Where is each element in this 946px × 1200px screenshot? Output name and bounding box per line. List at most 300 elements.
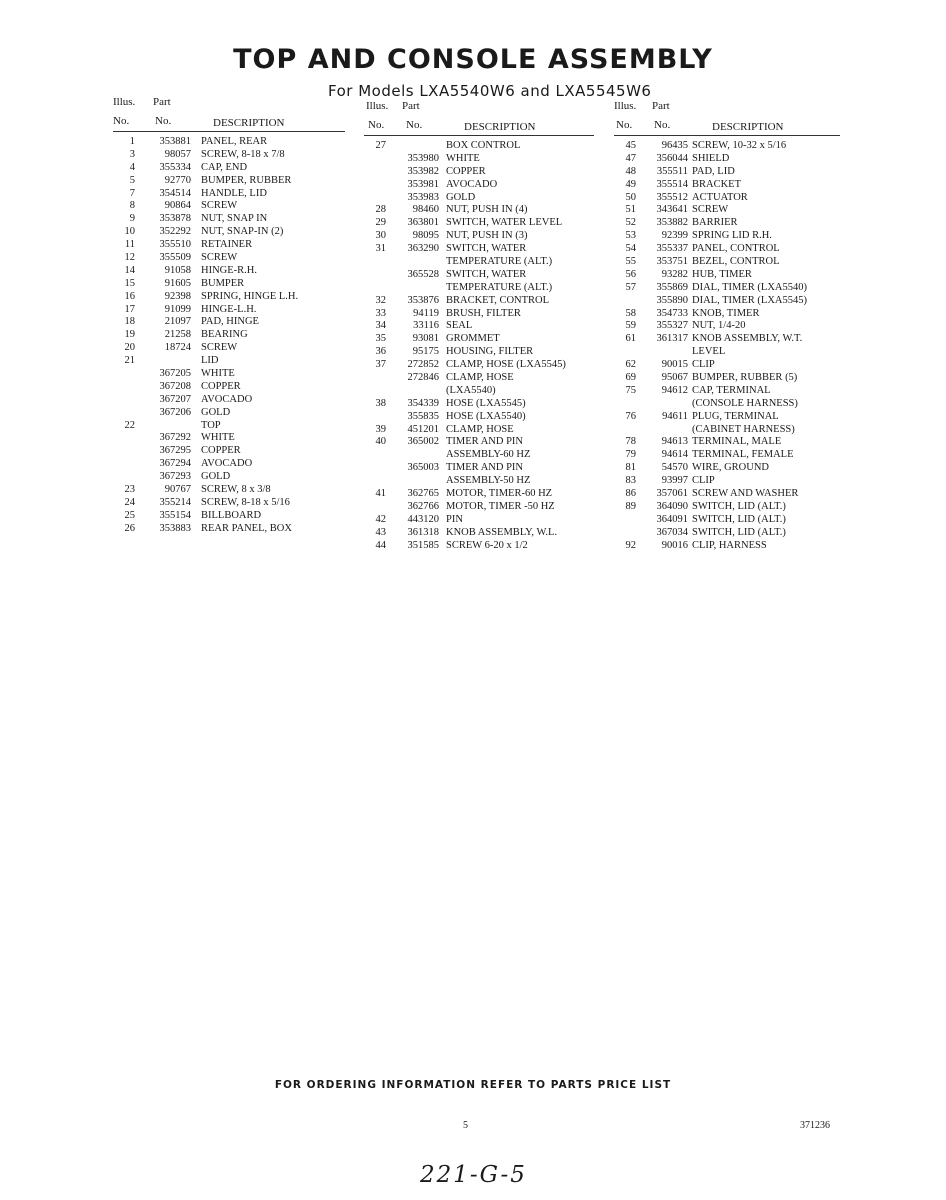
part-description: SCREW [201, 342, 238, 354]
table-row [113, 420, 343, 433]
header-rule [113, 131, 345, 132]
table-row [364, 488, 604, 501]
illus-number: 26 [124, 522, 135, 534]
table-row [614, 230, 844, 243]
illus-number: 81 [625, 462, 636, 474]
table-row [364, 192, 604, 205]
part-number: 367295 [159, 445, 191, 457]
table-row [614, 166, 844, 179]
part-description: BRACKET [692, 178, 742, 190]
part-description: SCREW, 8-18 x 5/16 [201, 496, 290, 508]
parts-column-3 [614, 100, 844, 553]
part-description: AVOCADO [201, 393, 253, 405]
illus-number: 47 [625, 152, 636, 164]
header-illus: Illus. [614, 100, 637, 112]
illus-number: 35 [375, 333, 386, 345]
illus-number: 43 [375, 526, 386, 538]
header-illus: Illus. [366, 100, 389, 112]
header-part-no: No. [654, 119, 671, 131]
part-description: NUT, SNAP IN [201, 213, 268, 225]
header-part: Part [402, 100, 420, 112]
part-description: NUT, PUSH IN (4) [446, 204, 528, 216]
table-row [614, 243, 844, 256]
illus-number: 59 [625, 320, 636, 332]
part-description: SWITCH, WATER [446, 268, 527, 280]
part-description: TEMPERATURE (ALT.) [446, 281, 553, 293]
part-number: 355510 [159, 239, 191, 251]
header-illus-no: No. [616, 119, 633, 131]
part-description: KNOB ASSEMBLY, W.L. [446, 526, 558, 538]
table-row [364, 398, 604, 411]
table-row [364, 140, 604, 153]
table-row [364, 372, 604, 385]
part-description: CAP, END [201, 161, 248, 173]
table-row [113, 291, 343, 304]
table-row [614, 192, 844, 205]
table-row [364, 179, 604, 192]
table-row [364, 256, 604, 269]
table-row [364, 436, 604, 449]
part-description: ACTUATOR [692, 191, 748, 203]
part-number: 353980 [407, 152, 439, 164]
part-description: CLAMP, HOSE [446, 372, 514, 384]
part-number: 272852 [407, 359, 439, 371]
part-number: 361318 [407, 526, 439, 538]
table-row [113, 226, 343, 239]
table-row [113, 136, 343, 149]
part-number: 90767 [164, 484, 191, 496]
table-row [113, 200, 343, 213]
part-number: 367034 [656, 526, 688, 538]
table-row [364, 230, 604, 243]
part-number: 353876 [407, 294, 439, 306]
part-description: CLIP [692, 359, 715, 371]
page-number: 5 [463, 1120, 468, 1131]
part-description: BRACKET, CONTROL [446, 294, 550, 306]
part-number: 367205 [159, 368, 191, 380]
part-number: 33116 [413, 320, 439, 332]
part-number: 94613 [661, 436, 688, 448]
table-row [113, 458, 343, 471]
table-row [364, 385, 604, 398]
table-row [614, 295, 844, 308]
header-rule [614, 135, 840, 136]
table-row [113, 162, 343, 175]
part-number: 98460 [412, 204, 439, 216]
part-description: PAD, LID [692, 165, 735, 177]
table-row [614, 179, 844, 192]
illus-number: 58 [625, 307, 636, 319]
table-row [364, 449, 604, 462]
part-number: 353882 [656, 217, 688, 229]
header-illus-no: No. [368, 119, 385, 131]
illus-number: 9 [129, 213, 135, 225]
table-row [113, 188, 343, 201]
column-header [614, 100, 844, 140]
part-number: 451201 [407, 423, 439, 435]
part-number: 98057 [164, 148, 191, 160]
illus-number: 48 [625, 165, 636, 177]
table-row [614, 320, 844, 333]
table-row [113, 213, 343, 226]
table-row [113, 329, 343, 342]
table-row [614, 346, 844, 359]
table-row [364, 424, 604, 437]
part-description: COPPER [201, 380, 241, 392]
header-illus: Illus. [113, 96, 136, 108]
table-row [113, 497, 343, 510]
part-description: MOTOR, TIMER-60 HZ [446, 488, 553, 500]
illus-number: 16 [124, 290, 135, 302]
illus-number: 11 [124, 239, 135, 251]
part-number: 355337 [656, 243, 688, 255]
part-number: 363290 [407, 243, 439, 255]
illus-number: 21 [124, 355, 135, 367]
part-number: 355869 [656, 281, 688, 293]
illus-number: 79 [625, 449, 636, 461]
page-subtitle: For Models LXA5540W6 and LXA5545W6 [328, 82, 652, 100]
illus-number: 19 [124, 329, 135, 341]
illus-number: 51 [625, 204, 636, 216]
part-description: TERMINAL, FEMALE [692, 449, 794, 461]
page-title: TOP AND CONSOLE ASSEMBLY [233, 44, 713, 75]
part-number: 367294 [159, 458, 191, 470]
parts-column-1 [113, 96, 343, 536]
part-number: 90016 [661, 539, 688, 551]
table-row [113, 394, 343, 407]
part-number: 361317 [656, 333, 688, 345]
part-description: AVOCADO [201, 458, 253, 470]
part-description: GOLD [201, 471, 231, 483]
part-number: 98095 [412, 230, 439, 242]
part-number: 364091 [656, 513, 688, 525]
table-row [614, 462, 844, 475]
part-description: SCREW [692, 204, 729, 216]
illus-number: 41 [375, 488, 386, 500]
illus-number: 39 [375, 423, 386, 435]
illus-number: 62 [625, 359, 636, 371]
illus-number: 12 [124, 252, 135, 264]
part-description: GOLD [446, 191, 476, 203]
table-row [113, 510, 343, 523]
part-description: PANEL, REAR [201, 136, 268, 147]
part-description: DIAL, TIMER (LXA5540) [692, 281, 807, 293]
part-description: SCREW AND WASHER [692, 488, 799, 500]
part-number: 351585 [407, 539, 439, 551]
part-description: TEMPERATURE (ALT.) [446, 256, 553, 268]
table-row [614, 372, 844, 385]
part-description: LEVEL [692, 346, 726, 358]
table-row [113, 445, 343, 458]
table-row [364, 514, 604, 527]
part-number: 90864 [164, 200, 191, 212]
part-number: 92770 [164, 174, 191, 186]
part-number: 91605 [164, 277, 191, 289]
part-description: COPPER [446, 165, 486, 177]
header-part-no: No. [155, 115, 172, 127]
table-row [364, 475, 604, 488]
illus-number: 57 [625, 281, 636, 293]
table-row [364, 295, 604, 308]
table-row [113, 355, 343, 368]
illus-number: 27 [375, 140, 386, 151]
part-description: PANEL, CONTROL [692, 243, 780, 255]
illus-number: 20 [124, 342, 135, 354]
part-number: 92398 [164, 290, 191, 302]
part-number: 353878 [159, 213, 191, 225]
part-number: 94614 [661, 449, 688, 461]
illus-number: 24 [124, 496, 135, 508]
illus-number: 76 [625, 410, 636, 422]
part-description: HUB, TIMER [692, 268, 752, 280]
part-number: 95067 [661, 372, 688, 384]
part-number: 367206 [159, 406, 191, 418]
table-row [364, 359, 604, 372]
illus-number: 86 [625, 488, 636, 500]
illus-number: 42 [375, 513, 386, 525]
illus-number: 54 [625, 243, 636, 255]
illus-number: 53 [625, 230, 636, 242]
part-description: BEZEL, CONTROL [692, 256, 780, 268]
illus-number: 78 [625, 436, 636, 448]
part-number: 95175 [412, 346, 439, 358]
part-number: 343641 [656, 204, 688, 216]
part-description: CAP, TERMINAL [692, 384, 771, 396]
table-row [364, 217, 604, 230]
table-row [113, 368, 343, 381]
table-row [614, 398, 844, 411]
part-number: 92399 [661, 230, 688, 242]
illus-number: 8 [129, 200, 135, 212]
table-row [113, 432, 343, 445]
part-number: 353981 [407, 178, 439, 190]
table-row [614, 204, 844, 217]
part-description: NUT, SNAP-IN (2) [201, 226, 284, 238]
part-description: BUMPER [201, 277, 245, 289]
table-row [113, 407, 343, 420]
part-description: SCREW [201, 252, 238, 264]
table-row [113, 252, 343, 265]
part-number: 21258 [164, 329, 191, 341]
illus-number: 44 [375, 539, 386, 551]
part-description: HINGE-L.H. [201, 303, 257, 315]
table-row [614, 308, 844, 321]
illus-number: 83 [625, 475, 636, 487]
table-row [614, 217, 844, 230]
part-description: BUMPER, RUBBER [201, 174, 292, 186]
illus-number: 29 [375, 217, 386, 229]
illus-number: 49 [625, 178, 636, 190]
part-number: 362765 [407, 488, 439, 500]
parts-column-2 [364, 100, 604, 553]
column-header [364, 100, 604, 140]
part-number: 93282 [661, 268, 688, 280]
part-description: HOSE (LXA5545) [446, 397, 526, 409]
part-number: 354514 [159, 187, 191, 199]
illus-number: 33 [375, 307, 386, 319]
illus-number: 40 [375, 436, 386, 448]
part-description: HINGE-R.H. [201, 264, 257, 276]
illus-number: 10 [124, 226, 135, 238]
part-description: SCREW [201, 200, 238, 212]
part-description: KNOB ASSEMBLY, W.T. [692, 333, 803, 345]
part-description: ASSEMBLY-60 HZ [446, 449, 531, 461]
table-row [113, 239, 343, 252]
part-description: CLIP, HARNESS [692, 539, 767, 551]
part-description: HANDLE, LID [201, 187, 267, 199]
handwritten-note: 221-G-5 [420, 1162, 527, 1188]
illus-number: 55 [625, 256, 636, 268]
part-number: 21097 [164, 316, 191, 328]
part-description: SWITCH, LID (ALT.) [692, 500, 786, 512]
table-row [364, 308, 604, 321]
part-number: 353982 [407, 165, 439, 177]
part-description: BUMPER, RUBBER (5) [692, 372, 798, 384]
illus-number: 36 [375, 346, 386, 358]
part-number: 367208 [159, 380, 191, 392]
header-description: DESCRIPTION [213, 117, 285, 129]
part-description: WHITE [201, 432, 235, 444]
part-number: 93081 [412, 333, 439, 345]
part-number: 91058 [164, 264, 191, 276]
illus-number: 17 [124, 303, 135, 315]
part-description: (CABINET HARNESS) [692, 423, 795, 435]
part-number: 272846 [407, 372, 439, 384]
table-row [614, 256, 844, 269]
part-description: TERMINAL, MALE [692, 436, 782, 448]
column-header [113, 96, 343, 136]
illus-number: 75 [625, 384, 636, 396]
part-number: 54570 [661, 462, 688, 474]
part-description: CLAMP, HOSE [446, 423, 514, 435]
part-description: MOTOR, TIMER -50 HZ [446, 500, 555, 512]
illus-number: 50 [625, 191, 636, 203]
illus-number: 69 [625, 372, 636, 384]
table-row [614, 527, 844, 540]
table-row [364, 153, 604, 166]
part-number: 94611 [662, 410, 688, 422]
part-description: ASSEMBLY-50 HZ [446, 475, 531, 487]
table-row [614, 140, 844, 153]
part-description: WHITE [201, 368, 235, 380]
table-row [364, 204, 604, 217]
header-part-no: No. [406, 119, 423, 131]
illus-number: 30 [375, 230, 386, 242]
table-row [614, 282, 844, 295]
part-description: COPPER [201, 445, 241, 457]
part-number: 353983 [407, 191, 439, 203]
part-number: 91099 [164, 303, 191, 315]
part-number: 353883 [159, 522, 191, 534]
illus-number: 22 [124, 419, 135, 431]
illus-number: 23 [124, 484, 135, 496]
header-description: DESCRIPTION [464, 121, 536, 133]
illus-number: 32 [375, 294, 386, 306]
header-illus-no: No. [113, 115, 130, 127]
part-number: 367293 [159, 471, 191, 483]
part-description: SEAL [446, 320, 473, 332]
part-number: 355509 [159, 252, 191, 264]
part-number: 365002 [407, 436, 439, 448]
illus-number: 56 [625, 268, 636, 280]
illus-number: 38 [375, 397, 386, 409]
table-row [614, 501, 844, 514]
part-number: 355890 [656, 294, 688, 306]
part-description: SCREW 6-20 x 1/2 [446, 539, 528, 551]
part-number: 363801 [407, 217, 439, 229]
part-description: AVOCADO [446, 178, 498, 190]
table-row [614, 411, 844, 424]
part-description: REAR PANEL, BOX [201, 522, 292, 534]
table-row [614, 475, 844, 488]
part-description: BOX CONTROL [446, 140, 521, 151]
table-row [364, 320, 604, 333]
part-description: SPRING LID R.H. [692, 230, 772, 242]
illus-number: 4 [129, 161, 135, 173]
table-row [614, 333, 844, 346]
table-row [614, 449, 844, 462]
part-number: 443120 [407, 513, 439, 525]
table-row [113, 316, 343, 329]
illus-number: 52 [625, 217, 636, 229]
part-description: NUT, PUSH IN (3) [446, 230, 528, 242]
illus-number: 3 [129, 148, 135, 160]
illus-number: 61 [625, 333, 636, 345]
part-description: BEARING [201, 329, 248, 341]
part-number: 365528 [407, 268, 439, 280]
part-number: 355327 [656, 320, 688, 332]
part-description: SWITCH, WATER [446, 243, 527, 255]
table-row [364, 346, 604, 359]
illus-number: 34 [375, 320, 386, 332]
table-row [113, 265, 343, 278]
part-description: SWITCH, LID (ALT.) [692, 526, 786, 538]
illus-number: 7 [129, 187, 135, 199]
table-row [113, 471, 343, 484]
table-row [614, 359, 844, 372]
part-number: 352292 [159, 226, 191, 238]
illus-number: 14 [124, 264, 135, 276]
part-number: 94612 [661, 384, 688, 396]
part-description: SWITCH, WATER LEVEL [446, 217, 563, 229]
part-number: 90015 [661, 359, 688, 371]
part-number: 364090 [656, 500, 688, 512]
table-row [113, 381, 343, 394]
part-description: LID [201, 355, 219, 367]
part-number: 355154 [159, 509, 191, 521]
part-description: KNOB, TIMER [692, 307, 760, 319]
document-number: 371236 [800, 1120, 830, 1131]
ordering-note: FOR ORDERING INFORMATION REFER TO PARTS PRICE LIST [274, 1079, 672, 1091]
table-row [364, 243, 604, 256]
illus-number: 28 [375, 204, 386, 216]
part-description: HOSE (LXA5540) [446, 410, 526, 422]
part-description: CLIP [692, 475, 715, 487]
part-description: GOLD [201, 406, 231, 418]
table-row [364, 527, 604, 540]
header-part: Part [652, 100, 670, 112]
table-row [614, 153, 844, 166]
part-number: 356044 [656, 152, 688, 164]
table-row [113, 278, 343, 291]
table-row [364, 333, 604, 346]
table-row [364, 501, 604, 514]
part-number: 354733 [656, 307, 688, 319]
table-row [364, 166, 604, 179]
part-description: WHITE [446, 152, 480, 164]
part-description: SCREW, 8 x 3/8 [201, 484, 271, 496]
part-number: 357061 [656, 488, 688, 500]
